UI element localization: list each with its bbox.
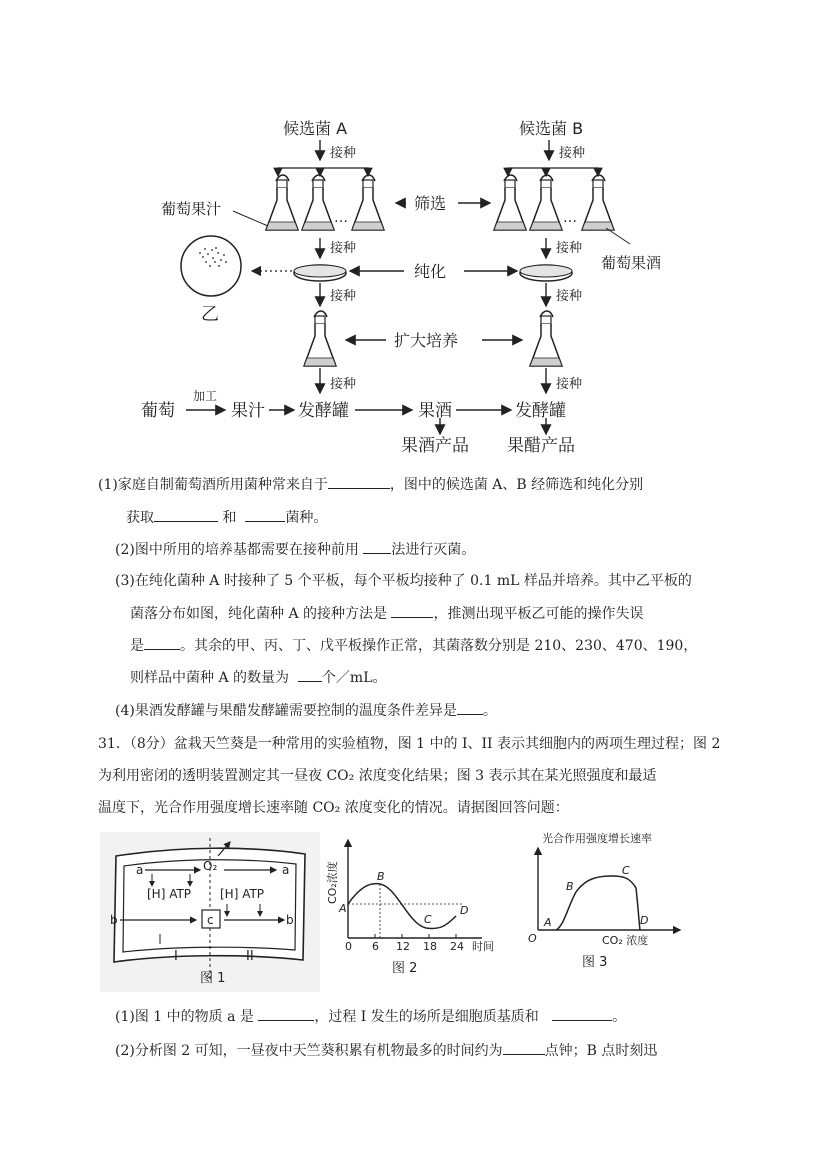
fig2-tick-label: 6 [372, 940, 379, 953]
purify-label: 纯化 [414, 262, 447, 281]
flask-icon [304, 311, 336, 366]
fig3-point-d: D [640, 914, 649, 927]
q31-line5: (2)分析图 2 可知，一昼夜中天竺葵积累有机物最多的时间约为 点钟；B 点时刻迅 [115, 1040, 657, 1061]
fig1-a-left: a [136, 863, 144, 877]
plate-yi-icon [181, 236, 241, 296]
q30-line6: 是 。其余的甲、丙、丁、戊平板操作正常，其菌落数分别是 210、230、470、190， [130, 635, 697, 656]
scale-up-label: 扩大培养 [394, 331, 459, 350]
answer-blank[interactable] [144, 635, 180, 650]
fig2-tick-label: 0 [345, 940, 352, 953]
q31-line2: 为利用密闭的透明装置测定其一昼夜 CO₂ 浓度变化结果；图 3 表示其在某光照强度和最适 [98, 768, 657, 784]
petri-dish-icon [294, 265, 346, 281]
wine-product-label: 果酒产品 [401, 436, 469, 456]
figure-2 [322, 832, 508, 980]
fig1-c: c [207, 913, 214, 927]
inoculate-label: 接种 [556, 377, 583, 392]
flask-icon [266, 175, 298, 230]
plate-yi-label: 乙 [201, 304, 219, 325]
q31-line1: 31．（8分）盆栽天竺葵是一种常用的实验植物，图 1 中的 I、II 表示其细胞内的两项生理过程；图 2 [98, 736, 721, 752]
process-label: 加工 [193, 389, 218, 403]
inoculate-label: 接种 [330, 241, 357, 256]
fig2-point-a: A [339, 902, 347, 915]
figure-3 [520, 826, 710, 976]
q31-line4: (1)图 1 中的物质 a 是 ，过程 I 发生的场所是细胞质基质和 。 [115, 1006, 626, 1027]
fig2-tick-label: 12 [396, 940, 410, 953]
flask-icon [582, 175, 614, 230]
inoculate-label: 接种 [330, 289, 357, 304]
fig1-b-left: b [110, 913, 118, 927]
fig1-process-1: I [174, 949, 178, 964]
fig3-point-b: B [566, 880, 574, 893]
grape-label: 葡萄 [141, 401, 175, 421]
screening-label: 筛选 [414, 194, 447, 213]
fig1-caption: 图 1 [200, 971, 226, 986]
flask-icon [530, 175, 562, 230]
fig2-ylabel: CO₂浓度 [326, 861, 339, 904]
fig2-x-ticks [345, 934, 464, 953]
answer-blank[interactable] [391, 603, 433, 618]
answer-blank[interactable] [154, 507, 218, 522]
fermentation-flow-diagram [0, 0, 827, 470]
fig1-o2: O₂ [203, 859, 218, 873]
fig2-tick-label: 24 [450, 940, 464, 953]
fig3-caption: 图 3 [582, 955, 608, 970]
answer-blank[interactable] [552, 1006, 612, 1021]
fig1-a-right: a [282, 863, 290, 877]
answer-blank[interactable] [258, 1006, 314, 1021]
dots: … [334, 210, 348, 226]
candidate-b-label: 候选菌 B [519, 119, 584, 138]
grape-juice-label: 葡萄果汁 [161, 200, 222, 218]
flask-icon [352, 175, 384, 230]
fig1-process-2: II [246, 949, 254, 964]
answer-blank[interactable] [363, 539, 391, 554]
inoculate-label: 接种 [330, 146, 357, 161]
q30-line8: (4)果酒发酵罐与果醋发酵罐需要控制的温度条件差异是 。 [115, 700, 497, 721]
fig2-xlabel: 时间 [472, 940, 494, 953]
vinegar-product-label: 果醋产品 [507, 436, 575, 456]
fig3-xlabel: CO₂ 浓度 [602, 934, 649, 947]
grape-wine-label: 葡萄果酒 [601, 254, 662, 272]
q30-line1: (1)家庭自制葡萄酒所用菌种常来自于 ，图中的候选菌 A、B 经筛选和纯化分别 [98, 474, 643, 495]
petri-dish-icon [520, 265, 572, 281]
fig2-curve [348, 884, 456, 929]
answer-blank[interactable] [245, 507, 285, 522]
answer-blank[interactable] [298, 667, 322, 682]
dots: … [563, 210, 577, 226]
q31-line3: 温度下，光合作用强度增长速率随 CO₂ 浓度变化的情况。请据图回答问题： [98, 800, 569, 816]
answer-blank[interactable] [503, 1040, 545, 1055]
fig3-point-c: C [622, 864, 630, 877]
inoculate-label: 接种 [556, 289, 583, 304]
candidate-a-label: 候选菌 A [283, 119, 348, 138]
fig3-origin: O [528, 932, 537, 945]
flask-icon [494, 175, 526, 230]
q30-line5: 菌落分布如图，纯化菌种 A 的接种方法是 ，推测出现平板乙可能的操作失误 [130, 603, 643, 624]
flask-icon [302, 175, 334, 230]
inoculate-label: 接种 [330, 377, 357, 392]
wine-label: 果酒 [418, 401, 452, 421]
fermenter-b-label: 发酵罐 [515, 401, 566, 421]
fig2-caption: 图 2 [392, 961, 418, 976]
q30-line2: 获取 和 菌种。 [126, 507, 327, 528]
figure-1 [100, 832, 320, 992]
answer-blank[interactable] [457, 700, 483, 715]
fig1-h-atp-right: [H] ATP [220, 887, 265, 901]
fermenter-a-label: 发酵罐 [298, 401, 349, 421]
inoculate-label: 接种 [556, 241, 583, 256]
q30-line4: (3)在纯化菌种 A 时接种了 5 个平板，每个平板均接种了 0.1 mL 样品并培养。其中乙平板的 [115, 573, 692, 589]
inoculate-label: 接种 [559, 146, 586, 161]
q30-line7: 则样品中菌种 A 的数量为 个／mL。 [130, 667, 387, 688]
fig2-point-b: B [377, 870, 385, 883]
fig2-point-d: D [460, 904, 469, 917]
fig3-point-a: A [544, 916, 552, 929]
answer-blank[interactable] [328, 474, 390, 489]
juice-label: 果汁 [231, 401, 265, 421]
fig3-ylabel: 光合作用强度增长速率 [542, 832, 652, 845]
flask-icon [530, 311, 562, 366]
fig1-h-atp-left: [H] ATP [147, 887, 192, 901]
fig2-tick-label: 18 [423, 940, 437, 953]
fig2-point-c: C [424, 913, 432, 926]
fig1-b-right: b [286, 913, 294, 927]
q30-line3: (2)图中所用的培养基都需要在接种前用 法进行灭菌。 [115, 539, 475, 560]
